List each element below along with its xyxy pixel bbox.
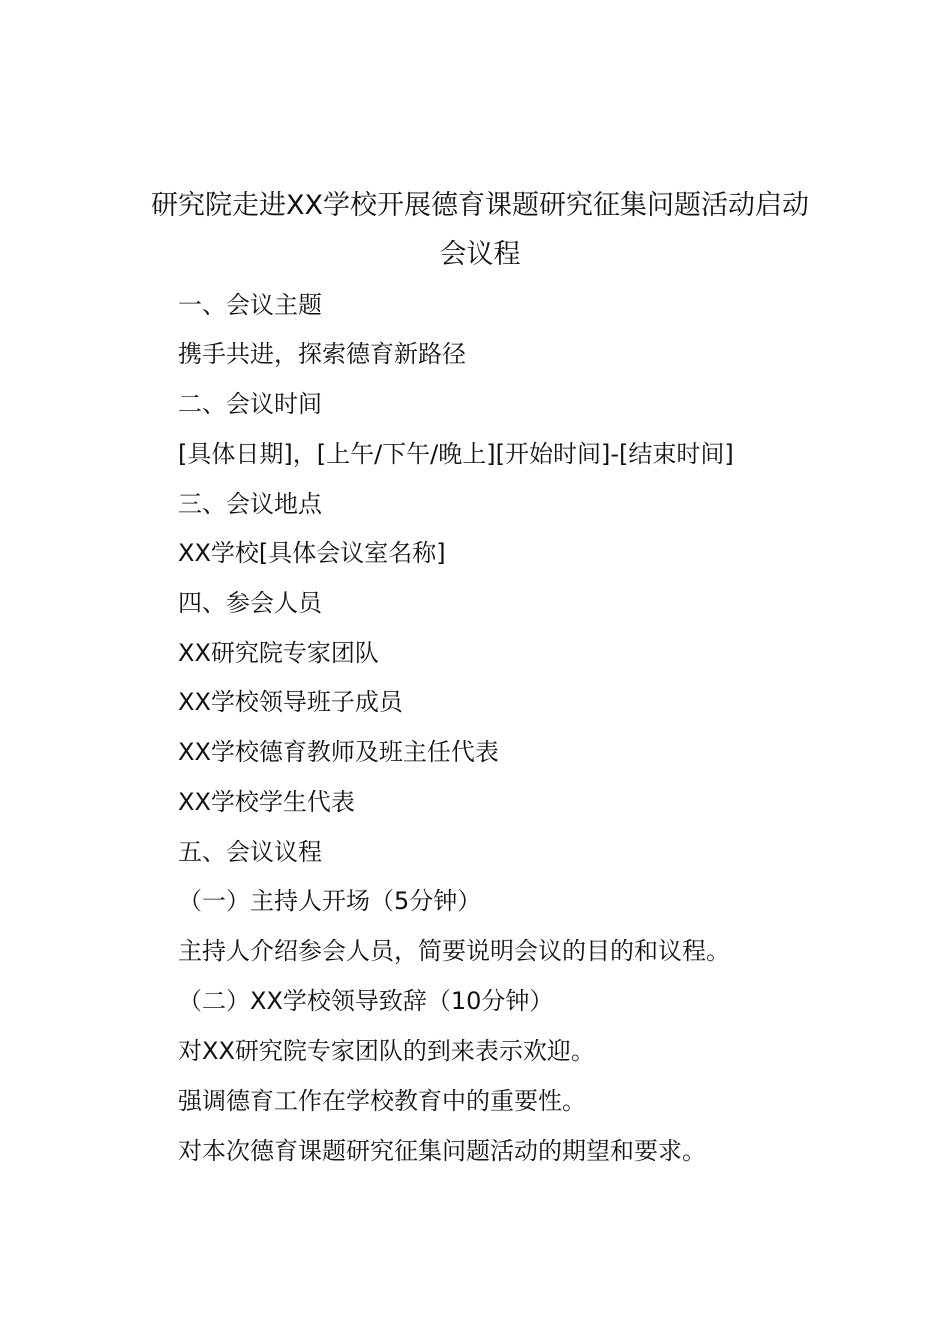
section-heading-agenda: 五、会议议程 (178, 838, 322, 866)
section-heading-location: 三、会议地点 (178, 490, 322, 518)
agenda-text: 主持人介绍参会人员，简要说明会议的目的和议程。 (178, 937, 730, 965)
attendee-item: XX学校德育教师及班主任代表 (178, 738, 499, 766)
agenda-subheading-speech: （二）XX学校领导致辞（10分钟） (178, 987, 554, 1015)
document-title-line-2: 会议程 (439, 239, 521, 270)
agenda-text: 强调德育工作在学校教育中的重要性。 (178, 1087, 586, 1115)
attendee-item: XX研究院专家团队 (178, 639, 379, 667)
document-title-line-1: 研究院走进XX学校开展德育课题研究征集问题活动启动 (151, 190, 809, 221)
attendee-item: XX学校学生代表 (178, 788, 355, 816)
time-text: [具体日期]，[上午/下午/晚上][开始时间]-[结束时间] (178, 440, 734, 468)
section-heading-attendees: 四、参会人员 (178, 589, 322, 617)
attendee-item: XX学校领导班子成员 (178, 688, 403, 716)
section-heading-time: 二、会议时间 (178, 390, 322, 418)
theme-text: 携手共进，探索德育新路径 (178, 340, 466, 368)
agenda-text: 对本次德育课题研究征集问题活动的期望和要求。 (178, 1137, 706, 1165)
location-text: XX学校[具体会议室名称] (178, 539, 446, 567)
agenda-subheading-opening: （一）主持人开场（5分钟） (178, 887, 482, 915)
agenda-text: 对XX研究院专家团队的到来表示欢迎。 (178, 1037, 595, 1065)
section-heading-theme: 一、会议主题 (178, 291, 322, 319)
